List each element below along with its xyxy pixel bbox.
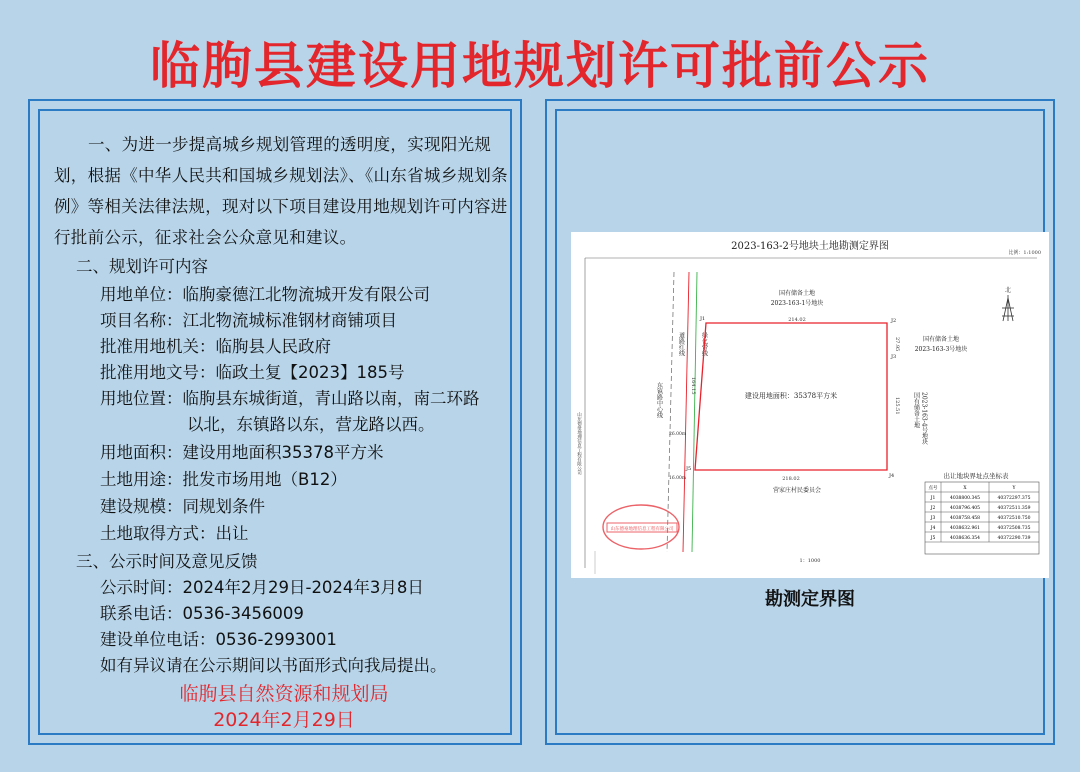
field-land-unit: 用地单位：临朐豪德江北物流城开发有限公司 bbox=[100, 285, 430, 304]
green-belt-line bbox=[692, 272, 697, 552]
survey-map bbox=[571, 232, 1049, 578]
map-scale-note: 比例：1:1000 bbox=[1008, 250, 1041, 256]
issue-date: 2024年2月29日 bbox=[213, 709, 355, 731]
coord-row-5-x: 4038636.354 bbox=[949, 536, 981, 541]
svg-text:北: 北 bbox=[1004, 287, 1012, 294]
coord-row-2-point: J2 bbox=[930, 506, 936, 511]
coord-header-y: Y bbox=[1012, 486, 1016, 491]
north-arrow-icon bbox=[1002, 286, 1014, 321]
point-j4: J4 bbox=[889, 473, 895, 479]
field-usage: 土地用途：批发市场用地（B12） bbox=[100, 470, 347, 489]
side-company-text: 山东德豪地理信息工程有限公司 bbox=[576, 412, 582, 475]
company-stamp bbox=[603, 505, 679, 549]
dim-top: 214.02 bbox=[788, 317, 806, 323]
objection-note: 如有异议请在公示期间以书面形式向我局提出。 bbox=[100, 656, 447, 675]
parcel-area-label: 建设用地面积：35378平方米 bbox=[744, 392, 838, 400]
notice-inner-frame bbox=[38, 109, 512, 735]
builder-phone: 建设单位电话：0536-2993001 bbox=[100, 630, 337, 649]
field-project-name: 项目名称：江北物流城标准钢材商铺项目 bbox=[100, 311, 397, 330]
issuer-signature: 临朐县自然资源和规划局 bbox=[179, 683, 389, 705]
map-scale-bottom: 1：1000 bbox=[799, 558, 821, 564]
svg-text:山东德豪地理信息工程有限公司: 山东德豪地理信息工程有限公司 bbox=[610, 527, 674, 532]
east-parcel: 国有储备土地 bbox=[922, 336, 960, 343]
point-j2: J2 bbox=[891, 318, 897, 324]
road-label: 东镇路中心线 bbox=[655, 382, 663, 418]
contact-phone: 联系电话：0536-3456009 bbox=[100, 604, 304, 623]
publicity-period: 公示时间：2024年2月29日-2024年3月8日 bbox=[100, 578, 424, 597]
dim-offset-2: 16.00m bbox=[669, 476, 687, 481]
coord-row-4-point: J4 bbox=[930, 526, 936, 531]
map-caption: 勘测定界图 bbox=[765, 589, 855, 610]
coord-row-3-y: 40372510.750 bbox=[997, 516, 1031, 521]
coord-row-4-x: 4038632.961 bbox=[949, 526, 981, 531]
map-title: 2023-163-2号地块土地勘测定界图 bbox=[731, 241, 889, 252]
coord-row-5-y: 40372290.739 bbox=[997, 536, 1031, 541]
coord-row-1-y: 40372297.375 bbox=[997, 496, 1031, 501]
red-line-label: 道路红线 bbox=[677, 332, 685, 356]
point-j5: J5 bbox=[686, 466, 692, 472]
coord-row-4-y: 40372508.735 bbox=[997, 526, 1031, 531]
notice-panel bbox=[28, 99, 522, 745]
dim-right-top: 27.95 bbox=[894, 337, 900, 352]
green-line-label: 绿化带线 bbox=[700, 332, 708, 356]
point-j3: J3 bbox=[891, 354, 897, 360]
field-location: 用地位置：临朐县东城街道，青山路以南，南二环路 bbox=[100, 389, 480, 408]
field-location-cont: 以北，东镇路以东，营龙路以西。 bbox=[187, 415, 435, 434]
map-panel bbox=[545, 99, 1055, 745]
coord-table-title: 出让地块界址点坐标表 bbox=[943, 472, 1009, 480]
coord-row-2-y: 40372511.359 bbox=[997, 506, 1031, 511]
east-parcel2: 国有储备土地 bbox=[912, 392, 920, 428]
page-title: 临朐县建设用地规划许可批前公示 bbox=[150, 37, 930, 95]
road-red-line bbox=[683, 272, 692, 552]
coord-row-5-point: J5 bbox=[930, 536, 936, 541]
coord-row-3-point: J3 bbox=[930, 516, 936, 521]
survey-map-svg bbox=[571, 232, 1049, 578]
dim-bottom: 218.02 bbox=[782, 476, 800, 482]
field-acquisition: 土地取得方式：出让 bbox=[100, 524, 249, 543]
field-scale: 建设规模：同规划条件 bbox=[100, 497, 265, 516]
coord-row-3-x: 4038758.458 bbox=[949, 516, 981, 521]
dim-right: 125.51 bbox=[894, 397, 900, 415]
coord-row-1-point: J1 bbox=[930, 496, 936, 501]
north-parcel-id: 2023-163-1号地块 bbox=[770, 300, 824, 307]
field-area: 用地面积：建设用地面积35378平方米 bbox=[100, 443, 384, 462]
section1-paragraph: 一、为进一步提高城乡规划管理的透明度，实现阳光规划，根据《中华人民共和国城乡规划法》、《山东省城乡规划条例》等相关法律法规，现对以下项目建设用地规划许可内容进行批前公示，征求社会公众意见和建议。 bbox=[54, 135, 508, 247]
coordinate-table bbox=[925, 471, 1039, 554]
point-j1: J1 bbox=[700, 316, 706, 322]
field-approval-authority: 批准用地机关：临朐县人民政府 bbox=[100, 337, 331, 356]
east-parcel-id: 2023-163-3号地块 bbox=[914, 346, 968, 353]
section2-heading: 二、规划许可内容 bbox=[76, 257, 208, 276]
north-parcel: 国有储备土地 bbox=[778, 290, 816, 297]
dim-left: 164.15 bbox=[690, 377, 696, 395]
map-inner-frame bbox=[555, 109, 1045, 735]
east-parcel2-id: 2023-163-4号地块 bbox=[920, 392, 928, 445]
section3-heading: 三、公示时间及意见反馈 bbox=[76, 552, 258, 571]
coord-header-point: 点号 bbox=[928, 486, 938, 491]
coord-row-1-x: 4038800.345 bbox=[949, 496, 981, 501]
road-centerline bbox=[667, 272, 674, 552]
coord-header-x: X bbox=[963, 486, 967, 491]
south-label: 营家庄村民委员会 bbox=[772, 487, 822, 494]
field-approval-doc: 批准用地文号：临政土复【2023】185号 bbox=[100, 363, 405, 382]
coord-row-2-x: 4038796.405 bbox=[949, 506, 981, 511]
dim-offset-1: 26.00m bbox=[669, 432, 687, 437]
